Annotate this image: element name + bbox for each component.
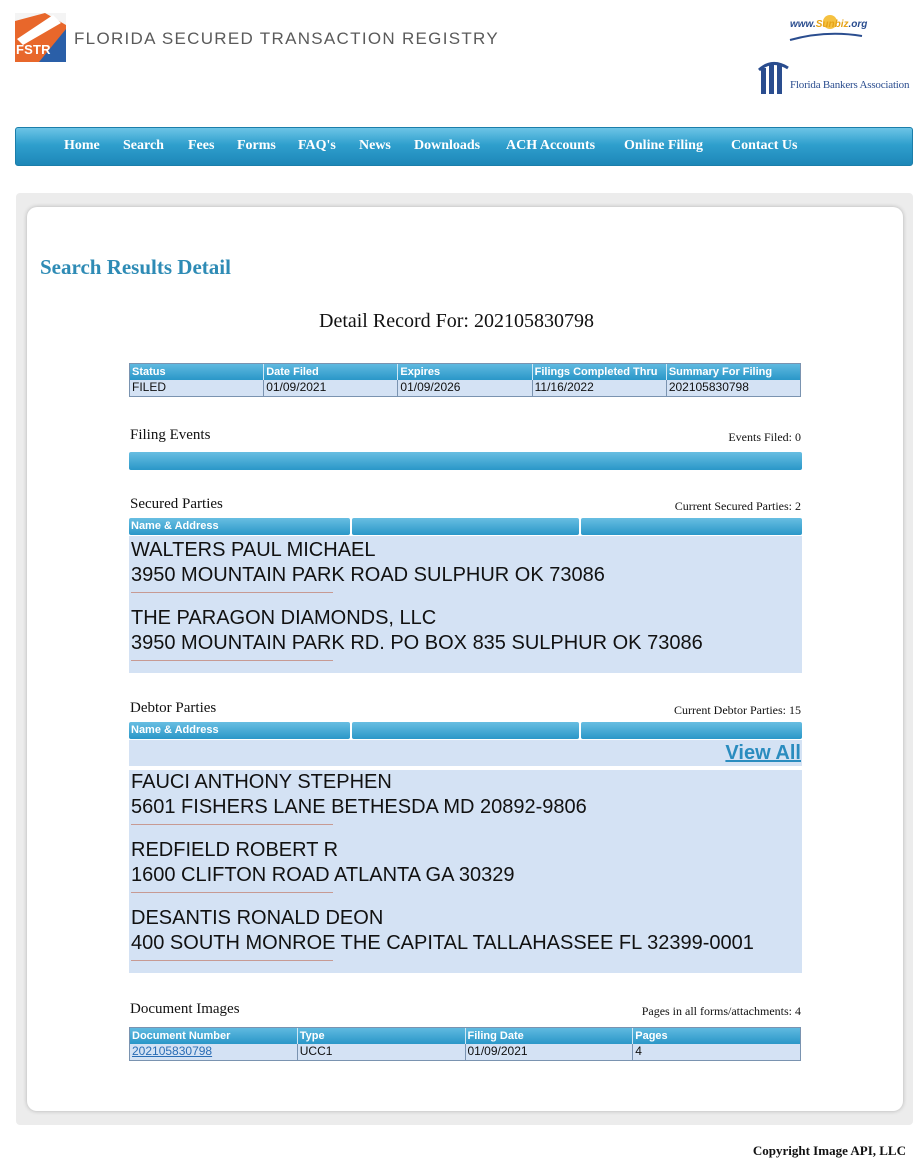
sunbiz-middle: Sunbiz (815, 19, 849, 30)
document-number-link[interactable]: 202105830798 (132, 1044, 213, 1058)
secured-header-col-3 (581, 518, 802, 535)
summary-expires: 01/09/2026 (398, 380, 532, 396)
document-images-table (129, 1027, 801, 1061)
debtor-header-name-address: Name & Address (129, 722, 350, 739)
nav-ach-accounts[interactable]: ACH Accounts (506, 138, 596, 153)
summary-status: FILED (130, 380, 264, 396)
secured-header-col-2 (352, 518, 579, 535)
party-address: 400 SOUTH MONROE THE CAPITAL TALLAHASSEE FL 32399-0001 (131, 932, 754, 954)
nav-faqs[interactable]: FAQ's (298, 138, 336, 153)
list-item (129, 838, 802, 893)
party-name: THE PARAGON DIAMONDS, LLC (131, 607, 437, 629)
debtor-parties-label: Debtor Parties (130, 700, 217, 716)
secured-header-name-address: Name & Address (129, 518, 350, 535)
party-name: WALTERS PAUL MICHAEL (131, 539, 376, 561)
debtor-parties-list (129, 770, 802, 973)
doc-header-number: Document Number (130, 1028, 298, 1044)
nav-home[interactable]: Home (64, 138, 100, 153)
table-row (130, 380, 800, 396)
summary-completed: 11/16/2022 (533, 380, 667, 396)
site-title: FLORIDA SECURED TRANSACTION REGISTRY (74, 29, 499, 48)
document-images-label: Document Images (130, 1001, 240, 1017)
doc-number-cell (130, 1044, 298, 1060)
view-all-link[interactable]: View All (725, 742, 801, 764)
party-divider (131, 592, 333, 593)
party-address: 1600 CLIFTON ROAD ATLANTA GA 30329 (131, 864, 515, 886)
doc-header-date: Filing Date (466, 1028, 634, 1044)
doc-date: 01/09/2021 (466, 1044, 634, 1060)
summary-date-filed: 01/09/2021 (264, 380, 398, 396)
nav-forms[interactable]: Forms (237, 138, 276, 153)
party-address: 5601 FISHERS LANE BETHESDA MD 20892-9806 (131, 796, 587, 818)
fba-logo-text: Florida Bankers Association (790, 79, 910, 91)
main-nav (15, 127, 913, 166)
debtor-header-col-3 (581, 722, 802, 739)
doc-type: UCC1 (298, 1044, 466, 1060)
party-name: DESANTIS RONALD DEON (131, 907, 384, 929)
party-divider (131, 660, 333, 661)
page-title: Search Results Detail (40, 255, 231, 279)
party-address: 3950 MOUNTAIN PARK ROAD SULPHUR OK 73086 (131, 564, 605, 586)
filing-events-count: Events Filed: 0 (728, 430, 801, 444)
debtor-parties-count: Current Debtor Parties: 15 (674, 703, 801, 717)
nav-fees[interactable]: Fees (188, 138, 215, 153)
party-divider (131, 824, 333, 825)
nav-search[interactable]: Search (123, 138, 164, 153)
summary-header-completed: Filings Completed Thru (533, 364, 667, 380)
summary-header-status: Status (130, 364, 264, 380)
party-address: 3950 MOUNTAIN PARK RD. PO BOX 835 SULPHUR OK 73086 (131, 632, 703, 654)
record-heading: Detail Record For: 202105830798 (319, 310, 594, 332)
party-name: REDFIELD ROBERT R (131, 839, 339, 861)
debtor-parties-header (129, 722, 802, 739)
summary-table (129, 363, 801, 397)
summary-filing: 202105830798 (667, 380, 800, 396)
secured-parties-count: Current Secured Parties: 2 (674, 499, 801, 513)
list-item (129, 906, 802, 961)
party-divider (131, 892, 333, 893)
summary-header-date-filed: Date Filed (264, 364, 398, 380)
list-item (129, 770, 802, 825)
secured-parties-header (129, 518, 802, 535)
nav-news[interactable]: News (359, 138, 391, 153)
filing-events-bar (129, 452, 802, 470)
summary-header-summary: Summary For Filing (667, 364, 800, 380)
party-divider (131, 960, 333, 961)
secured-parties-label: Secured Parties (130, 496, 223, 512)
nav-downloads[interactable]: Downloads (414, 138, 481, 153)
table-row (130, 1044, 800, 1060)
nav-contact-us[interactable]: Contact Us (731, 138, 798, 153)
nav-online-filing[interactable]: Online Filing (624, 138, 703, 153)
sunbiz-logo-text (790, 19, 867, 30)
list-item (129, 606, 802, 661)
doc-pages: 4 (633, 1044, 800, 1060)
doc-header-pages: Pages (633, 1028, 800, 1044)
filing-events-label: Filing Events (130, 427, 211, 443)
sunbiz-prefix: www. (790, 19, 816, 30)
doc-header-type: Type (298, 1028, 466, 1044)
document-images-count: Pages in all forms/attachments: 4 (641, 1004, 801, 1018)
secured-parties-list (129, 536, 802, 673)
debtor-header-col-2 (352, 722, 579, 739)
view-all-row (129, 740, 802, 768)
summary-table-header (130, 364, 800, 380)
sunbiz-suffix: .org (848, 19, 868, 30)
list-item (129, 538, 802, 593)
party-name: FAUCI ANTHONY STEPHEN (131, 771, 392, 793)
summary-header-expires: Expires (398, 364, 532, 380)
fba-logo[interactable] (758, 60, 794, 96)
copyright-text: Copyright Image API, LLC (752, 1143, 906, 1158)
document-table-header (130, 1028, 800, 1044)
fstr-logo-text: FSTR (16, 42, 51, 57)
